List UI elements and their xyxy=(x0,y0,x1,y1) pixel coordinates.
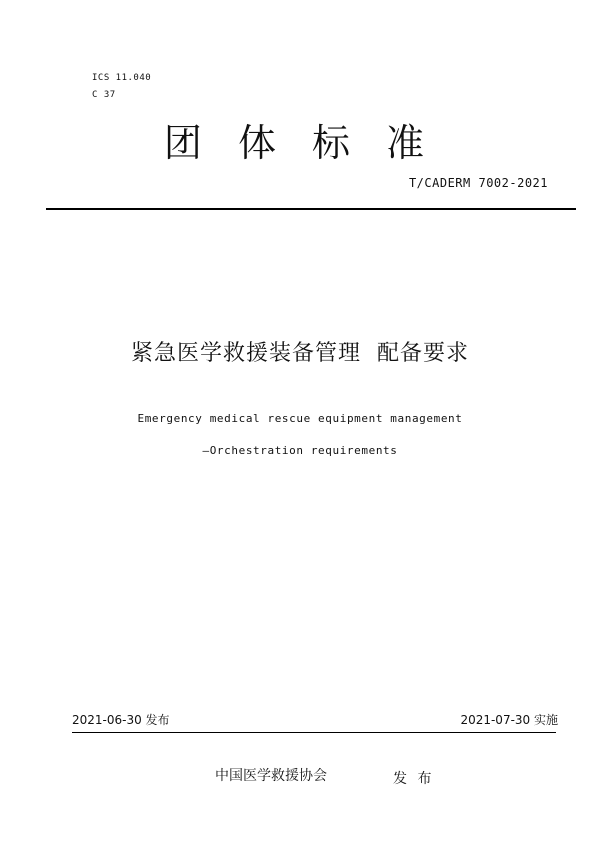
document-title-zh: 紧急医学救援装备管理 配备要求 xyxy=(131,341,469,366)
implementation-date: 2021-07-30 实施 xyxy=(460,713,558,727)
standard-code: T/CADERM 7002-2021 xyxy=(408,176,548,190)
document-title-en-line2: —Orchestration requirements xyxy=(202,444,398,457)
top-divider xyxy=(46,208,576,210)
publish-label: 发 布 xyxy=(393,771,435,787)
ics-code: ICS 11.040 xyxy=(92,73,152,83)
bottom-divider xyxy=(72,732,556,733)
publish-date: 2021-06-30 发布 xyxy=(72,713,170,727)
standard-type-title: 团 体 标 准 xyxy=(163,121,437,165)
publisher-name: 中国医学救援协会 xyxy=(215,768,327,784)
document-title-en-line1: Emergency medical rescue equipment management xyxy=(137,412,463,425)
ccs-code: C 37 xyxy=(92,90,116,100)
